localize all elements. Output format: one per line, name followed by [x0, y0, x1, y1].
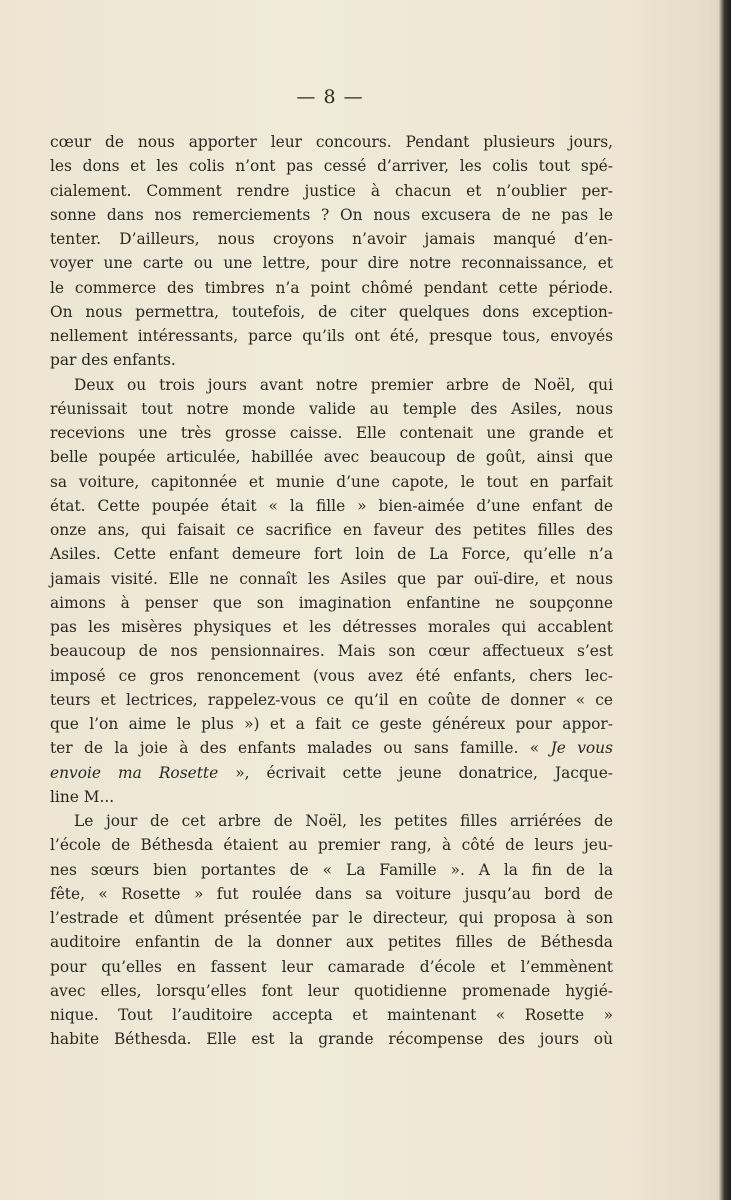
text-line: l’estrade et dûment présentée par le directeur, qui proposa à son: [50, 909, 613, 927]
text-line-with-italic: [50, 761, 613, 785]
text-line: onze ans, qui faisait ce sacrifice en faveur des petites filles des: [50, 521, 613, 539]
text-line: teurs et lectrices, rappelez-vous ce qu’il en coûte de donner « ce: [50, 690, 613, 709]
body-text: [50, 130, 613, 1052]
text-line: voyer une carte ou une lettre, pour dire notre reconnaissance, et: [50, 254, 613, 273]
text-line: aimons à penser que son imagination enfantine ne soupçonne: [50, 593, 613, 612]
text-line: avec elles, lorsqu’elles font leur quotidienne promenade hygié-: [50, 981, 613, 1000]
text-line: l’école de Béthesda étaient au premier rang, à côté de leurs jeu-: [50, 836, 613, 855]
text-line: sa voiture, capitonnée et munie d’une capote, le tout en parfait: [50, 472, 613, 491]
text-line: cialement. Comment rendre justice à chacun et n’oublier per-: [50, 181, 613, 200]
text-line: pour qu’elles en fassent leur camarade d’école et l’emmènent: [50, 957, 613, 976]
paragraph-start-line: Deux ou trois jours avant notre premier arbre de Noël, qui: [74, 375, 613, 394]
text-fragment: ter de la joie à des enfants malades ou sans famille. «: [50, 739, 551, 758]
text-line: le commerce des timbres n’a point chômé pendant cette période.: [50, 278, 613, 297]
text-line: fête, « Rosette » fut roulée dans sa voiture jusqu’au bord de: [50, 884, 613, 903]
text-line: On nous permettra, toutefois, de citer quelques dons exception-: [50, 302, 613, 321]
text-line: nique. Tout l’auditoire accepta et maintenant « Rosette »: [50, 1006, 613, 1024]
text-line: pas les misères physiques et les détresses morales qui accablent: [50, 618, 613, 636]
italic-quote: Je vous: [550, 739, 613, 758]
text-line: habite Béthesda. Elle est la grande récompense des jours où: [50, 1030, 613, 1049]
text-line: belle poupée articulée, habillée avec beaucoup de goût, ainsi que: [50, 448, 613, 467]
text-line: auditoire enfantin de la donner aux petites filles de Béthesda: [50, 933, 613, 952]
text-line: jamais visité. Elle ne connaît les Asiles que par ouï-dire, et nous: [50, 569, 613, 588]
text-line: par des enfants.: [50, 351, 176, 370]
text-line: tenter. D’ailleurs, nous croyons n’avoir jamais manqué d’en-: [50, 230, 613, 248]
paragraph-start-line: Le jour de cet arbre de Noël, les petites filles arriérées de: [74, 812, 613, 830]
text-line: que l’on aime le plus ») et a fait ce geste généreux pour appor-: [50, 715, 613, 733]
text-line: nes sœurs bien portantes de « La Famille ». A la fin de la: [50, 860, 613, 879]
text-line: nellement intéressants, parce qu’ils ont été, presque tous, envoyés: [50, 327, 613, 345]
text-fragment: », écrivait cette jeune donatrice, Jacque-: [218, 763, 614, 782]
text-line: état. Cette poupée était « la fille » bien-aimée d’une enfant de: [50, 496, 613, 515]
text-line: sonne dans nos remerciements ? On nous excusera de ne pas le: [50, 205, 613, 224]
italic-quote: envoie ma Rosette: [50, 763, 219, 782]
text-line: imposé ce gros renoncement (vous avez été enfants, chers lec-: [50, 666, 613, 685]
text-line: cœur de nous apporter leur concours. Pendant plusieurs jours,: [50, 133, 613, 151]
text-line: line M...: [50, 787, 115, 806]
text-line-with-italic: [50, 736, 613, 760]
page-edge: [719, 0, 731, 1200]
page-number: — 8 —: [296, 86, 364, 108]
text-line: les dons et les colis n’ont pas cessé d’arriver, les colis tout spé-: [50, 157, 613, 176]
text-line: recevions une très grosse caisse. Elle contenait une grande et: [50, 424, 613, 442]
text-line: Asiles. Cette enfant demeure fort loin de La Force, qu’elle n’a: [50, 545, 613, 564]
text-line: beaucoup de nos pensionnaires. Mais son cœur affectueux s’est: [50, 642, 613, 661]
text-line: réunissait tout notre monde valide au temple des Asiles, nous: [50, 399, 613, 418]
